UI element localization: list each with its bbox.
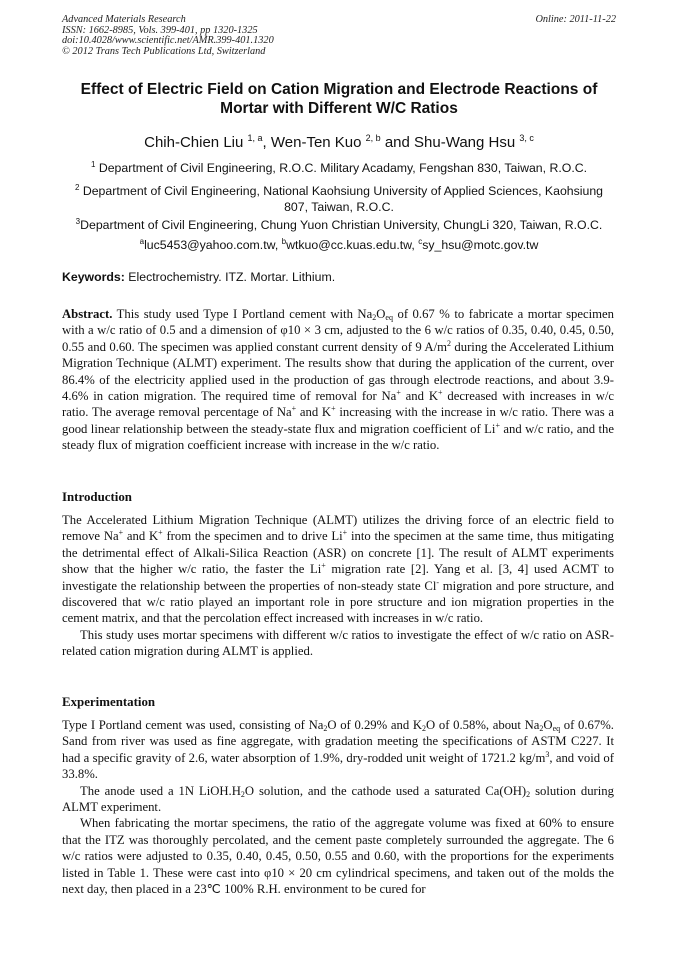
author-affiliation-mark: 3, c xyxy=(519,133,534,143)
text-run: during the Accelerated Lithium Migration Technique (ALMT) experiment. The results show that during the application of the current, over 86.4% of the electricity applied used in the production of gas through electrode reactions, and about 3.9-4.6% in cation migration. The required time of removal for Na xyxy=(62,339,614,404)
text-run: O of 0.29% and K xyxy=(327,718,423,732)
email-mark: a xyxy=(139,237,145,246)
keywords-text: Electrochemistry. ITZ. Mortar. Lithium. xyxy=(124,270,336,284)
introduction-paragraph xyxy=(62,512,614,627)
subscript: 2 xyxy=(372,313,377,322)
introduction-body xyxy=(62,512,614,660)
text-run: increasing with the increase in w/c ratio. There was a good linear relationship between the steady-state flux and migration coefficient of Li xyxy=(62,405,615,436)
subscript: 2 xyxy=(526,789,531,799)
text-run: migration and pore structure, and discovered that w/c ratio played an important role in pore structure and ion migration properties in the cement matrix, and that the percolation effect increased with increases in w/c ratio. xyxy=(62,578,614,626)
author-name: Wen-Ten Kuo xyxy=(270,134,362,151)
text-run: of 0.67 % to fabricate a mortar specimen with a w/c ratio of 0.5 and a dimension of φ10 × 3 cm, adjusted to the 6 w/c ratios of 0.35, 0.40, 0.45, 0.50, 0.55 and 0.60. The specimen was applied constant current density of 9 A/m xyxy=(62,307,614,354)
superscript: - xyxy=(436,577,440,587)
introduction-paragraph: This study uses mortar specimens with different w/c ratios to investigate the effect of w/c ratio on ASR-related cation migration during ALMT is applied. xyxy=(62,627,614,659)
text-run: The Accelerated Lithium Migration Technique (ALMT) utilizes the driving force of an electric field to remove Na xyxy=(62,513,614,544)
author-name: Chih-Chien Liu xyxy=(144,134,244,151)
author-list xyxy=(62,128,616,153)
superscript: + xyxy=(495,420,500,430)
abstract xyxy=(62,306,614,454)
author-separator: and xyxy=(380,134,415,151)
text-run: The anode used a 1N LiOH.H xyxy=(80,783,241,798)
email-address: sy_hsu@motc.gov.tw xyxy=(422,238,539,252)
text-run: and K xyxy=(123,529,159,544)
text-run: Type I Portland cement was used, consisting of Na xyxy=(62,718,324,732)
experimentation-body xyxy=(62,717,614,897)
affiliation-text: Department of Civil Engineering, National Kaohsiung University of Applied Sciences, Kaohsiung 807, Taiwan, R.O.C. xyxy=(79,184,604,214)
subscript: 2 xyxy=(422,724,427,733)
affiliation xyxy=(62,180,616,215)
copyright-line: © 2012 Trans Tech Publications Ltd, Switzerland xyxy=(62,45,266,57)
text-run: O xyxy=(376,307,386,321)
superscript: 3 xyxy=(545,749,550,759)
paper-title: Effect of Electric Field on Cation Migration and Electrode Reactions of Mortar with Different W/C Ratios xyxy=(80,81,598,117)
text-run: into the specimen at the same time, thus mitigating the detrimental effect of Alkali-Silica Reaction (ASR) on concrete [1]. The result of ALMT experiments show that the higher w/c ratio, the faster the Li xyxy=(62,529,615,577)
superscript: + xyxy=(291,404,297,414)
author-separator: , xyxy=(262,134,271,151)
text-run: , and void of 33.8%. xyxy=(62,750,614,782)
journal-name: Advanced Materials Research xyxy=(62,14,186,25)
superscript: 2 xyxy=(446,338,451,348)
affiliation-text: Department of Civil Engineering, R.O.C. Military Acadamy, Fengshan 830, Taiwan, R.O.C. xyxy=(95,161,588,175)
issn-line: ISSN: 1662-8985, Vols. 399-401, pp 1320-1325 xyxy=(62,24,258,36)
superscript: + xyxy=(331,404,336,414)
subscript: 2 xyxy=(240,789,245,799)
email-line xyxy=(62,234,616,253)
subscript: 2 xyxy=(323,724,328,733)
superscript: + xyxy=(396,388,401,398)
abstract-label: Abstract. xyxy=(62,307,113,321)
subscript: eq xyxy=(385,313,393,322)
keywords-label: Keywords: xyxy=(62,270,125,284)
subscript: eq xyxy=(552,724,561,733)
online-date: Online: 2011-11-22 xyxy=(535,14,616,25)
section-heading-experimentation: Experimentation xyxy=(62,695,156,709)
affiliation xyxy=(62,214,616,234)
email-mark: b xyxy=(281,237,287,246)
text-run: O solution, and the cathode used a saturated Ca(OH) xyxy=(244,783,527,798)
text-run: and K xyxy=(400,389,439,404)
text-run: O of 0.58%, about Na xyxy=(426,718,540,732)
text-run: and w/c ratio, and the steady flux of migration coefficient increase with increase in the w/c ratio. xyxy=(62,421,614,453)
text-run: and K xyxy=(296,405,332,420)
text-run: This study used Type I Portland cement with Na xyxy=(112,307,373,321)
text-run: solution during ALMT experiment. xyxy=(62,783,614,815)
text-run: O xyxy=(543,718,553,732)
superscript: + xyxy=(342,528,348,538)
subscript: 2 xyxy=(539,724,544,733)
abstract-paragraph xyxy=(62,306,614,454)
experimentation-paragraph xyxy=(62,717,614,783)
publication-info xyxy=(62,15,274,57)
superscript: + xyxy=(438,388,443,398)
experimentation-paragraph xyxy=(62,783,614,816)
author-affiliation-mark: 2, b xyxy=(365,133,381,143)
text-run: migration rate [2]. Yang et al. [3, 4] used ACMT to investigate the relationship between the properties of non-steady state Cl xyxy=(62,562,614,593)
superscript: + xyxy=(118,528,124,538)
email-address: luc5453@yahoo.com.tw, xyxy=(144,238,282,252)
text-run: of 0.67%. Sand from river was used as fine aggregate, with gradation meeting the specifications of ASTM C227. It had a specific gravity of 2.6, water absorption of 1.9%, dry-rodded unit weight of 1721.2 kg/m xyxy=(62,718,614,765)
section-heading-introduction: Introduction xyxy=(62,490,132,504)
doi-line: doi:10.4028/www.scientific.net/AMR.399-401.1320 xyxy=(62,35,274,47)
email-mark: c xyxy=(418,237,423,246)
author-affiliation-mark: 1, a xyxy=(247,133,263,143)
author-name: Shu-Wang Hsu xyxy=(414,134,516,151)
superscript: + xyxy=(321,561,326,571)
experimentation-paragraph: When fabricating the mortar specimens, the ratio of the aggregate volume was fixed at 60% to ensure that the ITZ was thoroughly percolated, and the cement paste completely surrounded the aggregate. The 6 w/c ratios were adjusted to 0.35, 0.40, 0.45, 0.50, 0.55 and 0.60, with the proportions for the experiments listed in Table 1. These were cast into φ10 × 20 cm cylindrical specimens, and taken out of the molds the next day, then placed in a 23℃ 100% R.H. environment to be cured for xyxy=(62,816,614,897)
affiliation-number: 3 xyxy=(75,217,81,226)
affiliation-text: Department of Civil Engineering, Chung Yuon Christian University, ChungLi 320, Taiwan, R.O.C. xyxy=(80,218,603,232)
affiliation-number: 1 xyxy=(90,160,96,169)
superscript: + xyxy=(158,528,163,538)
affiliation xyxy=(62,157,616,177)
keywords xyxy=(62,270,335,285)
text-run: decreased with increases in w/c ratio. The average removal percentage of Na xyxy=(62,389,615,420)
affiliation-number: 2 xyxy=(74,183,80,192)
text-run: from the specimen and to drive Li xyxy=(162,529,343,544)
email-address: wtkuo@cc.kuas.edu.tw, xyxy=(286,238,419,252)
